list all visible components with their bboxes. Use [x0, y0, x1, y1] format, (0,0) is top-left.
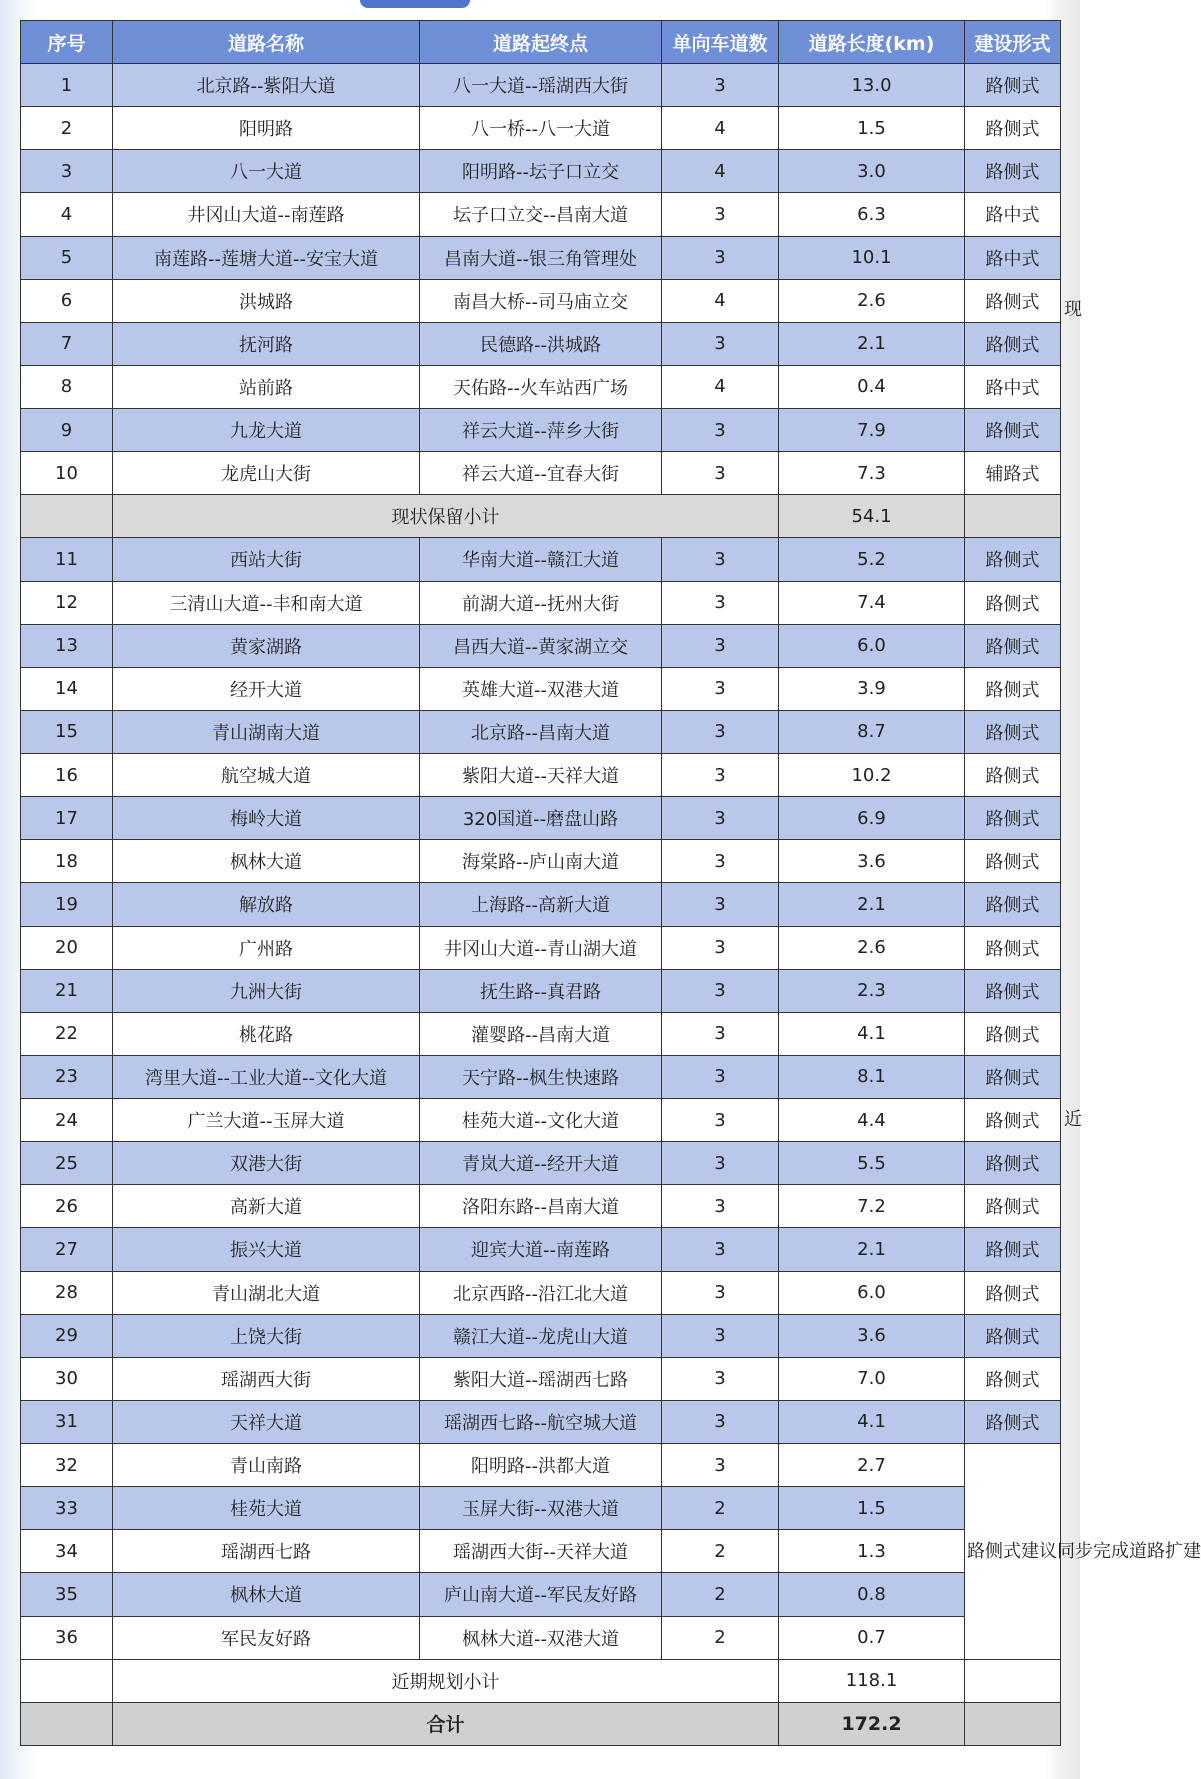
- lane-count: 4: [662, 365, 779, 408]
- row-number: 11: [21, 538, 113, 581]
- row-number: 21: [21, 969, 113, 1012]
- construction-form: 路侧式: [965, 107, 1061, 150]
- lane-count: 3: [662, 581, 779, 624]
- header-lanes: 单向车道数: [662, 21, 779, 64]
- table-header-row: [21, 21, 1061, 64]
- lane-count: 3: [662, 624, 779, 667]
- road-name: 南莲路--莲塘大道--安宝大道: [113, 236, 420, 279]
- subtotal-form-blank: [965, 1659, 1061, 1702]
- row-number: 9: [21, 409, 113, 452]
- row-number: 8: [21, 365, 113, 408]
- row-number: 6: [21, 279, 113, 322]
- road-span: 祥云大道--宜春大街: [420, 452, 662, 495]
- table-row: [21, 409, 1061, 452]
- road-span: 枫林大道--双港大道: [420, 1616, 662, 1659]
- road-length: 0.8: [779, 1573, 965, 1616]
- road-span: 昌南大道--银三角管理处: [420, 236, 662, 279]
- lane-count: 3: [662, 754, 779, 797]
- table-row: [21, 1487, 1061, 1530]
- row-number: 12: [21, 581, 113, 624]
- road-span: 南昌大桥--司马庙立交: [420, 279, 662, 322]
- subtotal-length: 54.1: [779, 495, 965, 538]
- lane-count: 3: [662, 409, 779, 452]
- road-name: 九洲大街: [113, 969, 420, 1012]
- road-length: 6.9: [779, 797, 965, 840]
- road-length: 2.6: [779, 926, 965, 969]
- subtotal-label: 现状保留小计: [113, 495, 779, 538]
- road-span: 民德路--洪城路: [420, 322, 662, 365]
- table-row: [21, 581, 1061, 624]
- road-name: 广州路: [113, 926, 420, 969]
- road-name: 桂苑大道: [113, 1487, 420, 1530]
- row-number: 24: [21, 1099, 113, 1142]
- row-number: 32: [21, 1444, 113, 1487]
- road-length: 4.1: [779, 1012, 965, 1055]
- road-span: 祥云大道--萍乡大街: [420, 409, 662, 452]
- construction-form: 路侧式: [965, 581, 1061, 624]
- row-number: 1: [21, 64, 113, 107]
- row-number: 33: [21, 1487, 113, 1530]
- road-length: 10.1: [779, 236, 965, 279]
- row-number: 3: [21, 150, 113, 193]
- road-span: 赣江大道--龙虎山大道: [420, 1314, 662, 1357]
- subtotal-length: 172.2: [779, 1702, 965, 1745]
- lane-count: 3: [662, 236, 779, 279]
- lane-count: 3: [662, 1444, 779, 1487]
- construction-form: 路侧式: [965, 150, 1061, 193]
- row-number: 22: [21, 1012, 113, 1055]
- row-number: 23: [21, 1055, 113, 1098]
- subtotal-label: 近期规划小计: [113, 1659, 779, 1702]
- table-row: [21, 107, 1061, 150]
- road-span: 瑶湖西七路--航空城大道: [420, 1400, 662, 1443]
- road-span: 瑶湖西大街--天祥大道: [420, 1530, 662, 1573]
- header-logo-fragment: [360, 0, 470, 8]
- row-number: 29: [21, 1314, 113, 1357]
- subtotal-near-row: [21, 1659, 1061, 1702]
- table-row: [21, 1012, 1061, 1055]
- row-number: 17: [21, 797, 113, 840]
- table-row: [21, 279, 1061, 322]
- road-span: 上海路--高新大道: [420, 883, 662, 926]
- road-name: 井冈山大道--南莲路: [113, 193, 420, 236]
- row-number: 34: [21, 1530, 113, 1573]
- road-span: 天佑路--火车站西广场: [420, 365, 662, 408]
- road-span: 洛阳东路--昌南大道: [420, 1185, 662, 1228]
- road-name: 西站大街: [113, 538, 420, 581]
- lane-count: 4: [662, 107, 779, 150]
- subtotal-form-blank: [965, 495, 1061, 538]
- table-row: [21, 926, 1061, 969]
- road-length: 10.2: [779, 754, 965, 797]
- lane-count: 4: [662, 279, 779, 322]
- lane-count: 3: [662, 1271, 779, 1314]
- lane-count: 2: [662, 1573, 779, 1616]
- header-name: 道路名称: [113, 21, 420, 64]
- lane-count: 3: [662, 1228, 779, 1271]
- road-span: 紫阳大道--天祥大道: [420, 754, 662, 797]
- road-length: 4.4: [779, 1099, 965, 1142]
- road-name: 洪城路: [113, 279, 420, 322]
- road-length: 4.1: [779, 1400, 965, 1443]
- construction-form: 路侧式: [965, 64, 1061, 107]
- construction-form: 路侧式: [965, 1314, 1061, 1357]
- road-name: 北京路--紫阳大道: [113, 64, 420, 107]
- subtotal-length: 118.1: [779, 1659, 965, 1702]
- lane-count: 3: [662, 969, 779, 1012]
- construction-form: 路侧式: [965, 1228, 1061, 1271]
- road-name: 瑶湖西大街: [113, 1357, 420, 1400]
- road-length: 7.2: [779, 1185, 965, 1228]
- table-row: [21, 667, 1061, 710]
- lane-count: 3: [662, 193, 779, 236]
- road-span: 抚生路--真君路: [420, 969, 662, 1012]
- road-name: 三清山大道--丰和南大道: [113, 581, 420, 624]
- lane-count: 3: [662, 1357, 779, 1400]
- road-span: 桂苑大道--文化大道: [420, 1099, 662, 1142]
- road-name: 广兰大道--玉屏大道: [113, 1099, 420, 1142]
- road-name: 八一大道: [113, 150, 420, 193]
- road-span: 玉屏大街--双港大道: [420, 1487, 662, 1530]
- table-row: [21, 1444, 1061, 1487]
- road-length: 2.7: [779, 1444, 965, 1487]
- table-row: [21, 538, 1061, 581]
- table-row: [21, 236, 1061, 279]
- stage-label-near: 近: [1064, 1109, 1082, 1130]
- lane-count: 2: [662, 1487, 779, 1530]
- construction-form: 路侧式: [965, 538, 1061, 581]
- road-name: 枫林大道: [113, 1573, 420, 1616]
- road-length: 5.5: [779, 1142, 965, 1185]
- construction-form: 路侧式: [965, 279, 1061, 322]
- road-name: 桃花路: [113, 1012, 420, 1055]
- lane-count: 2: [662, 1616, 779, 1659]
- row-number: 35: [21, 1573, 113, 1616]
- construction-form: 路侧式: [965, 1400, 1061, 1443]
- lane-count: 3: [662, 1185, 779, 1228]
- lane-count: 3: [662, 1314, 779, 1357]
- table-row: [21, 150, 1061, 193]
- row-number: 18: [21, 840, 113, 883]
- road-length: 2.1: [779, 322, 965, 365]
- lane-count: 3: [662, 1012, 779, 1055]
- road-span: 昌西大道--黄家湖立交: [420, 624, 662, 667]
- header-form: 建设形式: [965, 21, 1061, 64]
- road-length: 7.4: [779, 581, 965, 624]
- lane-count: 3: [662, 840, 779, 883]
- road-name: 解放路: [113, 883, 420, 926]
- construction-form: 路侧式: [965, 322, 1061, 365]
- row-number: 30: [21, 1357, 113, 1400]
- row-number: 36: [21, 1616, 113, 1659]
- lane-count: 3: [662, 452, 779, 495]
- road-span: 庐山南大道--军民友好路: [420, 1573, 662, 1616]
- road-length: 13.0: [779, 64, 965, 107]
- table-row: [21, 1530, 1061, 1573]
- row-number: 2: [21, 107, 113, 150]
- subtotal-current-row: [21, 495, 1061, 538]
- road-length: 7.9: [779, 409, 965, 452]
- road-length: 7.0: [779, 1357, 965, 1400]
- road-name: 黄家湖路: [113, 624, 420, 667]
- construction-form: 路侧式: [965, 797, 1061, 840]
- construction-form: 路侧式: [965, 969, 1061, 1012]
- table-row: [21, 365, 1061, 408]
- table-row: [21, 1185, 1061, 1228]
- road-span: 英雄大道--双港大道: [420, 667, 662, 710]
- road-span: 八一大道--瑶湖西大街: [420, 64, 662, 107]
- road-name: 龙虎山大街: [113, 452, 420, 495]
- table-row: [21, 193, 1061, 236]
- table-row: [21, 64, 1061, 107]
- road-name: 九龙大道: [113, 409, 420, 452]
- construction-form: 路侧式: [965, 667, 1061, 710]
- table-row: [21, 1228, 1061, 1271]
- road-span: 紫阳大道--瑶湖西七路: [420, 1357, 662, 1400]
- table-row: [21, 1400, 1061, 1443]
- road-span: 北京西路--沿江北大道: [420, 1271, 662, 1314]
- road-table: [20, 20, 1201, 1746]
- stage-label-current: 现: [1064, 299, 1082, 320]
- road-length: 5.2: [779, 538, 965, 581]
- row-number: 7: [21, 322, 113, 365]
- road-length: 2.1: [779, 1228, 965, 1271]
- lane-count: 3: [662, 797, 779, 840]
- road-length: 2.3: [779, 969, 965, 1012]
- road-name: 梅岭大道: [113, 797, 420, 840]
- row-number: 4: [21, 193, 113, 236]
- total-row: [21, 1702, 1061, 1745]
- road-name: 抚河路: [113, 322, 420, 365]
- row-number: 16: [21, 754, 113, 797]
- road-name: 经开大道: [113, 667, 420, 710]
- lane-count: 4: [662, 150, 779, 193]
- construction-form: 路侧式: [965, 754, 1061, 797]
- table-row: [21, 1314, 1061, 1357]
- construction-form: 路侧式: [965, 840, 1061, 883]
- road-span: 八一桥--八一大道: [420, 107, 662, 150]
- road-length: 3.6: [779, 1314, 965, 1357]
- lane-count: 3: [662, 667, 779, 710]
- road-length: 1.5: [779, 1487, 965, 1530]
- subtotal-blank: [21, 1659, 113, 1702]
- construction-form: 路中式: [965, 365, 1061, 408]
- table-row: [21, 754, 1061, 797]
- road-length: 7.3: [779, 452, 965, 495]
- construction-form: 路侧式: [965, 1055, 1061, 1098]
- construction-form: 路侧式: [965, 1357, 1061, 1400]
- subtotal-form-blank: [965, 1702, 1061, 1745]
- road-name: 阳明路: [113, 107, 420, 150]
- road-name: 上饶大街: [113, 1314, 420, 1357]
- road-name: 青山南路: [113, 1444, 420, 1487]
- subtotal-label: 合计: [113, 1702, 779, 1745]
- construction-form: 路侧式: [965, 624, 1061, 667]
- road-length: 0.4: [779, 365, 965, 408]
- road-span: 阳明路--坛子口立交: [420, 150, 662, 193]
- lane-count: 3: [662, 538, 779, 581]
- construction-form: 路中式: [965, 236, 1061, 279]
- row-number: 31: [21, 1400, 113, 1443]
- row-number: 13: [21, 624, 113, 667]
- road-name: 航空城大道: [113, 754, 420, 797]
- road-span: 迎宾大道--南莲路: [420, 1228, 662, 1271]
- lane-count: 3: [662, 710, 779, 753]
- road-span: 海棠路--庐山南大道: [420, 840, 662, 883]
- road-length: 1.3: [779, 1530, 965, 1573]
- lane-count: 3: [662, 1142, 779, 1185]
- lane-count: 3: [662, 1099, 779, 1142]
- row-number: 20: [21, 926, 113, 969]
- construction-form: 路侧式: [965, 1099, 1061, 1142]
- row-number: 14: [21, 667, 113, 710]
- road-length: 8.7: [779, 710, 965, 753]
- row-number: 10: [21, 452, 113, 495]
- construction-form: 路侧式: [965, 926, 1061, 969]
- road-name: 青山湖南大道: [113, 710, 420, 753]
- road-span: 青岚大道--经开大道: [420, 1142, 662, 1185]
- road-name: 军民友好路: [113, 1616, 420, 1659]
- construction-form: 路侧式: [965, 1271, 1061, 1314]
- road-length: 2.6: [779, 279, 965, 322]
- construction-form: 路中式: [965, 193, 1061, 236]
- construction-form: 路侧式: [965, 409, 1061, 452]
- row-number: 26: [21, 1185, 113, 1228]
- road-length: 6.0: [779, 624, 965, 667]
- road-length: 3.0: [779, 150, 965, 193]
- road-length: 6.3: [779, 193, 965, 236]
- road-name: 青山湖北大道: [113, 1271, 420, 1314]
- road-length: 1.5: [779, 107, 965, 150]
- road-span: 灌婴路--昌南大道: [420, 1012, 662, 1055]
- road-span: 井冈山大道--青山湖大道: [420, 926, 662, 969]
- road-span: 北京路--昌南大道: [420, 710, 662, 753]
- table-row: [21, 1142, 1061, 1185]
- table-row: [21, 1055, 1061, 1098]
- row-number: 5: [21, 236, 113, 279]
- row-number: 25: [21, 1142, 113, 1185]
- table-row: [21, 710, 1061, 753]
- table-row: [21, 1616, 1061, 1659]
- lane-count: 3: [662, 322, 779, 365]
- road-length: 3.6: [779, 840, 965, 883]
- road-length: 3.9: [779, 667, 965, 710]
- table-row: [21, 1573, 1061, 1616]
- table-row: [21, 1271, 1061, 1314]
- row-number: 19: [21, 883, 113, 926]
- subtotal-blank: [21, 495, 113, 538]
- table-row: [21, 624, 1061, 667]
- road-name: 枫林大道: [113, 840, 420, 883]
- table-row: [21, 969, 1061, 1012]
- construction-form: 路侧式: [965, 1185, 1061, 1228]
- table-row: [21, 322, 1061, 365]
- construction-form: 路侧式: [965, 710, 1061, 753]
- table-row: [21, 1099, 1061, 1142]
- table-row: [21, 452, 1061, 495]
- construction-form: 路侧式: [965, 1142, 1061, 1185]
- lane-count: 3: [662, 926, 779, 969]
- row-number: 27: [21, 1228, 113, 1271]
- row-number: 15: [21, 710, 113, 753]
- row-number: 28: [21, 1271, 113, 1314]
- road-length: 8.1: [779, 1055, 965, 1098]
- subtotal-blank: [21, 1702, 113, 1745]
- lane-count: 3: [662, 883, 779, 926]
- header-no: 序号: [21, 21, 113, 64]
- table-row: [21, 840, 1061, 883]
- road-span: 华南大道--赣江大道: [420, 538, 662, 581]
- lane-count: 2: [662, 1530, 779, 1573]
- construction-form: 路侧式: [965, 1012, 1061, 1055]
- lane-count: 3: [662, 1055, 779, 1098]
- table-row: [21, 797, 1061, 840]
- construction-form-note: 路侧式建议同步完成道路扩建: [965, 1444, 1061, 1660]
- road-length: 6.0: [779, 1271, 965, 1314]
- road-name: 振兴大道: [113, 1228, 420, 1271]
- road-span: 320国道--磨盘山路: [420, 797, 662, 840]
- road-name: 站前路: [113, 365, 420, 408]
- construction-form: 辅路式: [965, 452, 1061, 495]
- road-name: 天祥大道: [113, 1400, 420, 1443]
- header-length: 道路长度(km): [779, 21, 965, 64]
- lane-count: 3: [662, 1400, 779, 1443]
- road-length: 0.7: [779, 1616, 965, 1659]
- road-span: 前湖大道--抚州大街: [420, 581, 662, 624]
- table-row: [21, 1357, 1061, 1400]
- construction-form: 路侧式: [965, 883, 1061, 926]
- road-span: 阳明路--洪都大道: [420, 1444, 662, 1487]
- lane-count: 3: [662, 64, 779, 107]
- road-name: 双港大街: [113, 1142, 420, 1185]
- road-name: 高新大道: [113, 1185, 420, 1228]
- road-name: 瑶湖西七路: [113, 1530, 420, 1573]
- road-span: 天宁路--枫生快速路: [420, 1055, 662, 1098]
- road-name: 湾里大道--工业大道--文化大道: [113, 1055, 420, 1098]
- road-span: 坛子口立交--昌南大道: [420, 193, 662, 236]
- table-row: [21, 883, 1061, 926]
- header-span: 道路起终点: [420, 21, 662, 64]
- road-length: 2.1: [779, 883, 965, 926]
